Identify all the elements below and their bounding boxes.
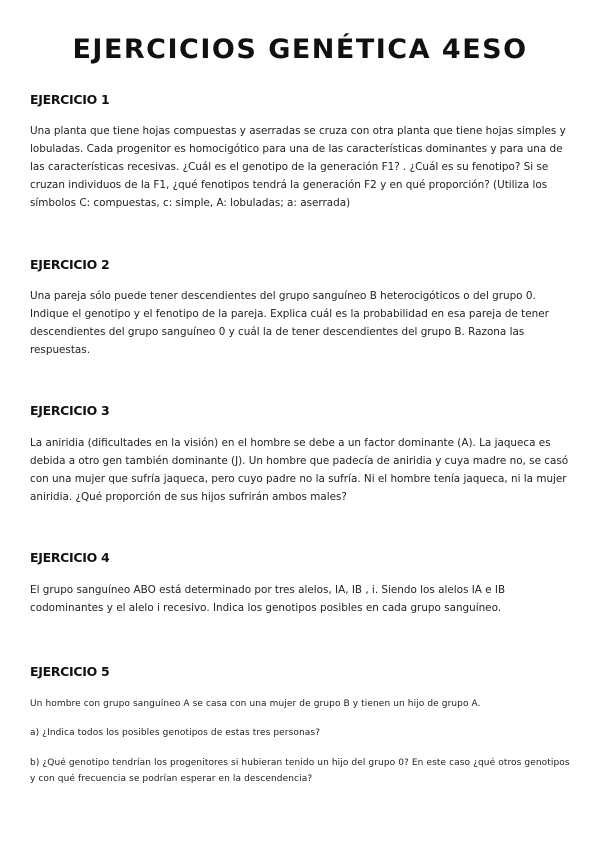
exercise-1-text: Una planta que tiene hojas compuestas y aserradas se cruza con otra planta que tiene hojas simples y lobuladas. Cada progenitor es homocigótico para una de las características dominantes y para una de las características recesivas. ¿Cuál es el genotipo de la generación F1? . ¿Cuál es su fenotipo? Si se cruzan individuos de la F1, ¿qué fenotipos tendrá la generación F2 y en qué proporción? (Utiliza los símbolos C: compuestas, c: simple, A: lobuladas; a: aserrada) [30, 125, 566, 209]
exercise-1-heading: EJERCICIO 1 [30, 92, 110, 107]
exercise-5-question-a: a) ¿Indica todos los posibles genotipos de estas tres personas? [30, 728, 321, 738]
exercise-2-heading: EJERCICIO 2 [30, 257, 110, 272]
page-title: EJERCICIOS GENÉTICA 4ESO [72, 34, 528, 65]
exercise-4-text: El grupo sanguíneo ABO está determinado por tres alelos, IA, IB , i. Siendo los alelos IA e IB codominantes y el alelo i recesivo. Indica los genotipos posibles en cada grupo sanguíneo. [30, 584, 506, 614]
exercise-5-intro: Un hombre con grupo sanguíneo A se casa con una mujer de grupo B y tienen un hijo de grupo A. [30, 699, 481, 709]
exercise-2-text: Una pareja sólo puede tener descendientes del grupo sanguíneo B heterocigóticos o del grupo 0. Indique el genotipo y el fenotipo de la pareja. Explica cuál es la probabilidad en esa pareja de tener descendientes del grupo sanguíneo 0 y cuál la de tener descendientes del grupo B. Razona las respuestas. [30, 290, 549, 356]
exercise-4-heading: EJERCICIO 4 [30, 550, 110, 565]
exercise-3-text: La aniridia (dificultades en la visión) en el hombre se debe a un factor dominante (A). La jaqueca es debida a otro gen también dominante (J). Un hombre que padecía de aniridia y cuya madre no, se casó con una mujer que sufría jaqueca, pero cuyo padre no la sufría. Ni el hombre tenía jaqueca, ni la mujer aniridia. ¿Qué proporción de sus hijos sufrirán ambos males? [30, 437, 569, 503]
exercise-5-question-b: b) ¿Qué genotipo tendrían los progenitores si hubieran tenido un hijo del grupo 0? En este caso ¿qué otros genotipos y con qué frecuencia se podrían esperar en la descendencia? [30, 758, 570, 784]
exercise-5-heading: EJERCICIO 5 [30, 664, 110, 679]
exercise-3-heading: EJERCICIO 3 [30, 403, 110, 418]
